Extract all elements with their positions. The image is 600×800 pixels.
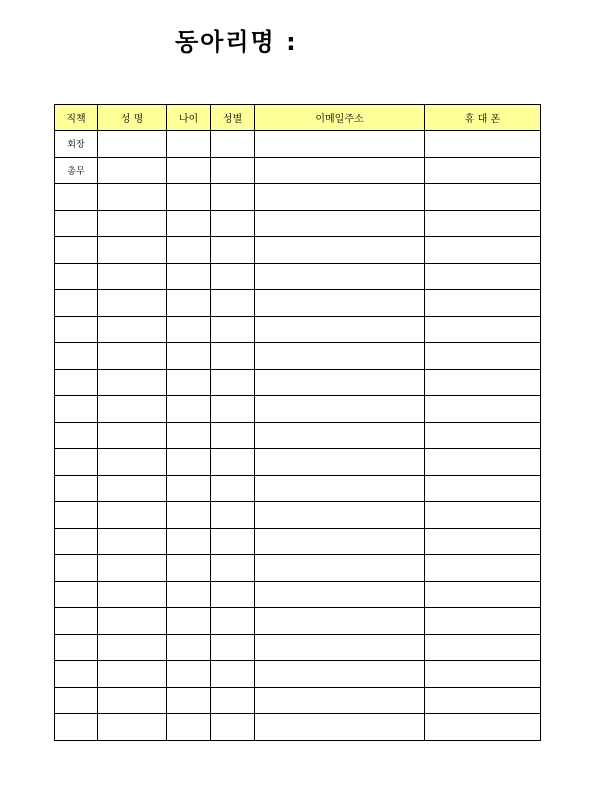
gender-cell	[211, 422, 255, 449]
position-cell	[55, 290, 98, 317]
email-cell	[255, 263, 425, 290]
position-cell	[55, 184, 98, 211]
age-cell	[167, 555, 211, 582]
table-row	[55, 581, 541, 608]
name-cell	[98, 714, 167, 741]
phone-cell	[425, 290, 541, 317]
position-cell	[55, 449, 98, 476]
table-row	[55, 528, 541, 555]
phone-cell	[425, 502, 541, 529]
table-row	[55, 210, 541, 237]
age-cell	[167, 316, 211, 343]
gender-cell	[211, 528, 255, 555]
position-cell	[55, 343, 98, 370]
name-cell	[98, 608, 167, 635]
age-cell	[167, 396, 211, 423]
email-cell	[255, 528, 425, 555]
position-cell	[55, 608, 98, 635]
gender-cell	[211, 687, 255, 714]
position-cell	[55, 263, 98, 290]
position-cell: 회장	[55, 131, 98, 158]
phone-cell	[425, 237, 541, 264]
table-row	[55, 714, 541, 741]
phone-cell	[425, 555, 541, 582]
name-cell	[98, 422, 167, 449]
email-cell	[255, 343, 425, 370]
email-cell	[255, 555, 425, 582]
position-cell	[55, 316, 98, 343]
age-cell	[167, 263, 211, 290]
column-header-email: 이메일주소	[255, 105, 425, 131]
name-cell	[98, 528, 167, 555]
table-row	[55, 369, 541, 396]
gender-cell	[211, 210, 255, 237]
gender-cell	[211, 475, 255, 502]
email-cell	[255, 131, 425, 158]
gender-cell	[211, 237, 255, 264]
age-cell	[167, 157, 211, 184]
gender-cell	[211, 316, 255, 343]
position-cell	[55, 528, 98, 555]
phone-cell	[425, 343, 541, 370]
age-cell	[167, 343, 211, 370]
member-roster-table	[54, 104, 541, 741]
email-cell	[255, 581, 425, 608]
phone-cell	[425, 634, 541, 661]
gender-cell	[211, 369, 255, 396]
phone-cell	[425, 316, 541, 343]
name-cell	[98, 131, 167, 158]
age-cell	[167, 528, 211, 555]
position-cell	[55, 210, 98, 237]
name-cell	[98, 343, 167, 370]
email-cell	[255, 634, 425, 661]
email-cell	[255, 369, 425, 396]
email-cell	[255, 502, 425, 529]
email-cell	[255, 237, 425, 264]
age-cell	[167, 475, 211, 502]
column-header-position: 직책	[55, 105, 98, 131]
phone-cell	[425, 131, 541, 158]
name-cell	[98, 237, 167, 264]
name-cell	[98, 687, 167, 714]
position-cell	[55, 661, 98, 688]
gender-cell	[211, 290, 255, 317]
position-cell	[55, 714, 98, 741]
phone-cell	[425, 581, 541, 608]
gender-cell	[211, 502, 255, 529]
age-cell	[167, 422, 211, 449]
name-cell	[98, 290, 167, 317]
table-row	[55, 555, 541, 582]
table-row	[55, 608, 541, 635]
email-cell	[255, 184, 425, 211]
table-row	[55, 449, 541, 476]
name-cell	[98, 581, 167, 608]
position-cell	[55, 502, 98, 529]
email-cell	[255, 290, 425, 317]
age-cell	[167, 502, 211, 529]
table-header-row	[55, 105, 541, 131]
email-cell	[255, 157, 425, 184]
position-cell	[55, 634, 98, 661]
gender-cell	[211, 131, 255, 158]
gender-cell	[211, 396, 255, 423]
phone-cell	[425, 449, 541, 476]
email-cell	[255, 661, 425, 688]
table-row	[55, 343, 541, 370]
name-cell	[98, 396, 167, 423]
column-header-name: 성 명	[98, 105, 167, 131]
age-cell	[167, 687, 211, 714]
name-cell	[98, 210, 167, 237]
phone-cell	[425, 661, 541, 688]
gender-cell	[211, 634, 255, 661]
table-row	[55, 157, 541, 184]
table-row	[55, 184, 541, 211]
name-cell	[98, 369, 167, 396]
name-cell	[98, 661, 167, 688]
phone-cell	[425, 369, 541, 396]
table-row	[55, 237, 541, 264]
column-header-gender: 성별	[211, 105, 255, 131]
phone-cell	[425, 157, 541, 184]
table-row	[55, 502, 541, 529]
phone-cell	[425, 396, 541, 423]
name-cell	[98, 316, 167, 343]
gender-cell	[211, 449, 255, 476]
table-row	[55, 290, 541, 317]
column-header-age: 나이	[167, 105, 211, 131]
age-cell	[167, 449, 211, 476]
phone-cell	[425, 184, 541, 211]
age-cell	[167, 237, 211, 264]
email-cell	[255, 449, 425, 476]
position-cell: 총무	[55, 157, 98, 184]
table-row	[55, 422, 541, 449]
email-cell	[255, 608, 425, 635]
gender-cell	[211, 608, 255, 635]
email-cell	[255, 714, 425, 741]
phone-cell	[425, 263, 541, 290]
name-cell	[98, 157, 167, 184]
table-row	[55, 131, 541, 158]
age-cell	[167, 290, 211, 317]
table-row	[55, 263, 541, 290]
phone-cell	[425, 528, 541, 555]
age-cell	[167, 210, 211, 237]
table-body	[55, 131, 541, 741]
name-cell	[98, 475, 167, 502]
phone-cell	[425, 608, 541, 635]
gender-cell	[211, 184, 255, 211]
table-row	[55, 661, 541, 688]
position-cell	[55, 237, 98, 264]
phone-cell	[425, 210, 541, 237]
email-cell	[255, 422, 425, 449]
name-cell	[98, 634, 167, 661]
name-cell	[98, 555, 167, 582]
column-header-phone: 휴 대 폰	[425, 105, 541, 131]
gender-cell	[211, 581, 255, 608]
gender-cell	[211, 555, 255, 582]
table-row	[55, 316, 541, 343]
phone-cell	[425, 422, 541, 449]
position-cell	[55, 422, 98, 449]
table-row	[55, 634, 541, 661]
email-cell	[255, 687, 425, 714]
age-cell	[167, 634, 211, 661]
position-cell	[55, 555, 98, 582]
name-cell	[98, 263, 167, 290]
gender-cell	[211, 714, 255, 741]
position-cell	[55, 475, 98, 502]
phone-cell	[425, 714, 541, 741]
phone-cell	[425, 687, 541, 714]
age-cell	[167, 131, 211, 158]
table-row	[55, 396, 541, 423]
age-cell	[167, 184, 211, 211]
age-cell	[167, 608, 211, 635]
name-cell	[98, 449, 167, 476]
name-cell	[98, 184, 167, 211]
position-cell	[55, 396, 98, 423]
gender-cell	[211, 661, 255, 688]
email-cell	[255, 210, 425, 237]
table-row	[55, 687, 541, 714]
email-cell	[255, 316, 425, 343]
gender-cell	[211, 263, 255, 290]
gender-cell	[211, 157, 255, 184]
age-cell	[167, 369, 211, 396]
club-name-title: 동아리명 :	[175, 28, 298, 56]
name-cell	[98, 502, 167, 529]
age-cell	[167, 661, 211, 688]
table-row	[55, 475, 541, 502]
position-cell	[55, 581, 98, 608]
position-cell	[55, 687, 98, 714]
phone-cell	[425, 475, 541, 502]
age-cell	[167, 581, 211, 608]
email-cell	[255, 396, 425, 423]
position-cell	[55, 369, 98, 396]
age-cell	[167, 714, 211, 741]
email-cell	[255, 475, 425, 502]
gender-cell	[211, 343, 255, 370]
